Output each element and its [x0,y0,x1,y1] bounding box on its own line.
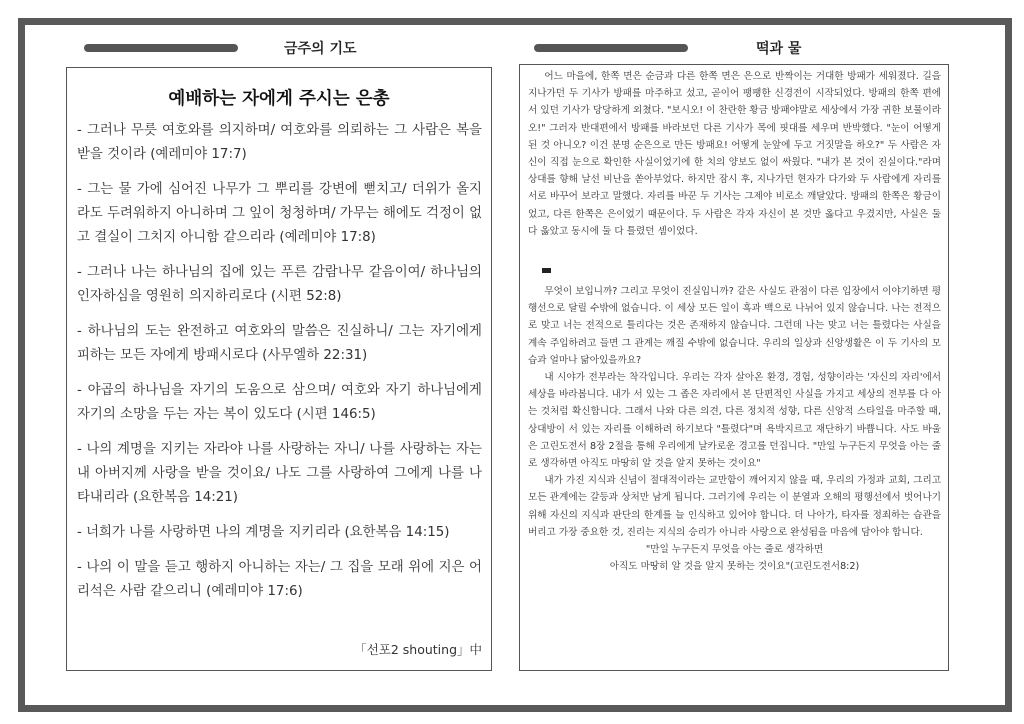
prayer-source: 「선포2 shouting」中 [354,642,482,657]
verse-item: - 그러나 나는 하나님의 집에 있는 푸른 감람나무 같음이여/ 하나님의 인자하심을 영원히 의지하리로다 (시편 52:8) [77,265,482,304]
essay-text [528,68,941,575]
verse-item: - 그는 물 가에 심어진 나무가 그 뿌리를 강변에 뻗치고/ 더위가 올지라도 두려워하지 아니하며 그 잎이 청청하며/ 가무는 해에도 걱정이 없고 결실이 그치지 아니함 같으리라 (예레미야 17:8) [77,182,483,245]
section-marker [542,268,551,273]
left-header [84,40,484,60]
essay-paragraph: 내 시야가 전부라는 착각입니다. 우리는 각자 살아온 환경, 경험, 성향이라는 '자신의 자리'에서 세상을 바라봅니다. 내가 서 있는 그 좁은 자리에서 본 단편적인 사실을 가지고 세상의 전부를 다 아는 것처럼 확신합니다. 그래서 나와 다른 의견, 다른 정치적 성향, 다른 신앙적 스타일을 마주할 때, 상대방이 서 있는 자리를 이해하려 하기보다 "틀렸다"며 욕박지르고 재단하기 바쁩니다. 사도 바울은 고린도전서 8장 2절을 통해 우리에게 날카로운 경고를 던집니다. "만일 누구든지 무엇을 아는 줄로 생각하면 아직도 마땅히 알 것을 알지 못하는 것이요" [528,372,941,470]
verse-list [77,119,482,615]
essay-box [519,64,949,671]
prayer-heading: 예배하는 자에게 주시는 은총 [168,89,390,109]
essay-paragraph: 무엇이 보입니까? 그리고 무엇이 진실입니까? 같은 사실도 관점이 다른 입장에서 이야기하면 평행선으로 달릴 수밖에 없습니다. 이 세상 모든 일이 흑과 백으로 나뉘어 있지 않습니다. 나는 전적으로 맞고 너는 전적으로 틀리다는 것은 존재하지 않습니다. 그런데 나는 맞고 너는 틀렸다는 사실을 계속 주입하려고 들면 그 관계는 깨질 수밖에 없습니다. 우리의 일상과 신앙생활은 이 두 기사의 모습과 얼마나 닮아있을까요? [528,286,941,366]
left-header-bar [84,44,238,52]
left-header-title: 금주의 기도 [284,41,357,57]
verse-item: - 그러나 무릇 여호와를 의지하며/ 여호와를 의뢰하는 그 사람은 복을 받을 것이라 (예레미야 17:7) [77,123,482,162]
verse-item: - 나의 이 말을 듣고 행하지 아니하는 자는/ 그 집을 모래 위에 지은 어리석은 사람 같으리니 (예레미야 17:6) [77,560,482,599]
closing-quote-line: 아직도 마땅히 알 것을 알지 못하는 것이요"(고린도전서8:2) [609,561,860,573]
closing-quote-line: "만일 누구든지 무엇을 아는 줄로 생각하면 [645,544,824,556]
essay-paragraph: 어느 마을에, 한쪽 면은 순금과 다른 한쪽 면은 은으로 반짝이는 거대한 방패가 세워졌다. 길을 지나가던 두 기사가 방패를 마주하고 섰고, 곧이어 팽팽한 신경전이 시작되었다. 방패의 한쪽 편에 서 있던 기사가 당당하게 외쳤다. "보시오! 이 찬란한 황금 방패야말로 세상에서 가장 귀한 보물이라오!" 그러자 반대편에서 방패를 바라보던 다른 기사가 목에 핏대를 세우며 반박했다. "눈이 어떻게 된 것 아니오? 이건 분명 순은으로 만든 방패요! 어떻게 눈앞에 두고 거짓말을 하오?" 두 사람은 자신이 직접 눈으로 확인한 사실이었기에 한 치의 양보도 없이 싸웠다. "내가 본 것이 진실이다."라며 상대를 향해 날선 비난을 쏟아부었다. 하지만 잠시 후, 지나가던 현자가 다가와 두 사람에게 자리를 서로 바꾸어 보라고 말했다. 자리를 바꾼 두 기사는 그제야 비로소 깨달았다. 방패의 한쪽은 황금이었고, 다른 한쪽은 은이었기 때문이다. 두 사람은 각자 자신이 본 것만 옳다고 우겼지만, 사실은 둘 다 옳았고 동시에 둘 다 틀렸던 셈이었다. [528,71,941,237]
right-header [534,40,984,60]
verse-item: - 하나님의 도는 완전하고 여호와의 말씀은 진실하니/ 그는 자기에게 피하는 모든 자에게 방패시로다 (사무엘하 22:31) [77,324,482,363]
verse-item: - 야곱의 하나님을 자기의 도움으로 삼으며/ 여호와 자기 하나님에게 자기의 소망을 두는 자는 복이 있도다 (시편 146:5) [77,383,482,422]
verse-item: - 나의 계명을 지키는 자라야 나를 사랑하는 자니/ 나를 사랑하는 자는 내 아버지께 사랑을 받을 것이요/ 나도 그를 사랑하여 그에게 나를 나타내리라 (요한복음 14:21) [77,442,482,505]
prayer-box [66,67,492,671]
essay-paragraph: 내가 가진 지식과 신념이 절대적이라는 교만함이 깨어지지 않을 때, 우리의 가정과 교회, 그리고 모든 관계에는 갈등과 상처만 남게 됩니다. 그러기에 우리는 이 분열과 오해의 평행선에서 벗어나기 위해 자신의 지식과 판단의 한계를 늘 인식하고 있어야 합니다. 더 나아가, 타자를 정죄하는 습관을 버리고 가장 중요한 것, 진리는 지식의 승리가 아니라 사랑으로 완성됨을 마음에 담아야 합니다. [528,475,941,538]
right-header-bar [534,44,688,52]
right-header-title: 떡과 물 [756,41,802,57]
verse-item: - 너희가 나를 사랑하면 나의 계명을 지키리라 (요한복음 14:15) [77,525,450,540]
